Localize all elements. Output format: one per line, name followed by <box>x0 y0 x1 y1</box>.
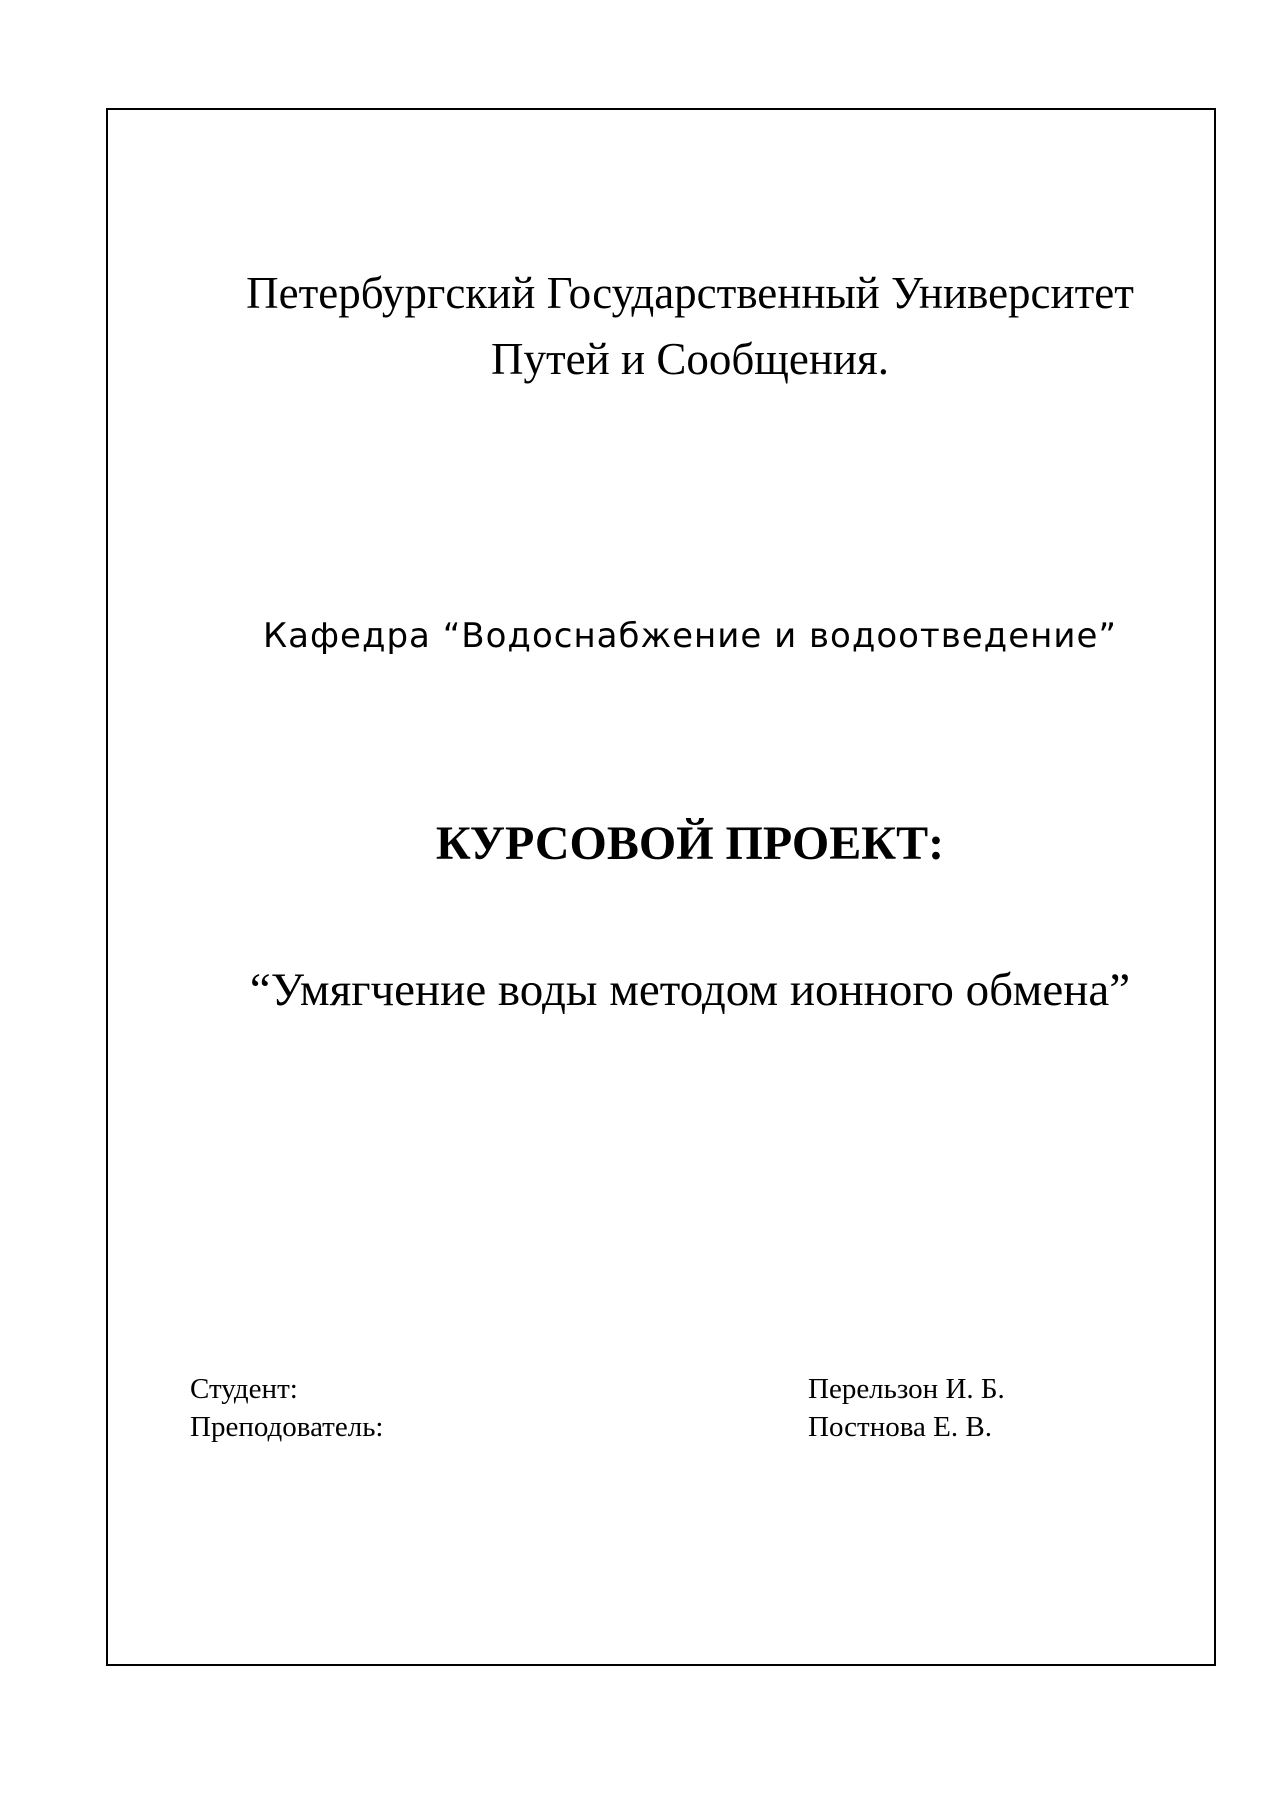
credits-block <box>190 1370 1090 1446</box>
project-heading: КУРСОВОЙ ПРОЕКТ: <box>435 817 945 870</box>
credit-row-student <box>190 1370 1090 1408</box>
university-name-line-2: Путей и Сообщения. <box>491 334 889 384</box>
project-title: “Умягчение воды методом ионного обмена” <box>249 964 1131 1016</box>
department-name: Кафедра “Водоснабжение и водоотведение” <box>263 616 1117 656</box>
university-name-line-1: Петербургский Государственный Университет <box>246 268 1134 318</box>
student-label: Студент: <box>190 1373 298 1405</box>
student-name: Перельзон И. Б. <box>808 1373 1005 1405</box>
teacher-name: Постнова Е. В. <box>808 1411 992 1443</box>
university-name <box>150 260 1230 392</box>
teacher-label: Преподователь: <box>190 1411 384 1443</box>
credit-row-teacher <box>190 1408 1090 1446</box>
